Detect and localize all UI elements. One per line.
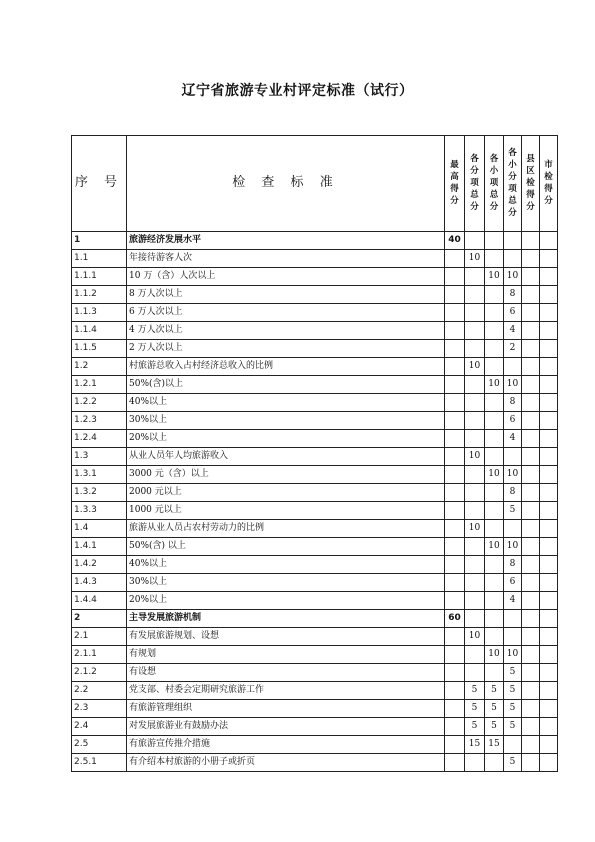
seq-cell: 1.3.2 — [72, 484, 127, 502]
standard-cell: 有发展旅游规划、设想 — [127, 628, 445, 646]
city-score-cell — [540, 754, 558, 772]
seq-cell: 2.5 — [72, 736, 127, 754]
item-total-cell — [465, 412, 485, 430]
max-score-cell: 60 — [445, 610, 465, 628]
header-max-score: 最高得分 — [445, 136, 465, 232]
seq-cell: 1.1.2 — [72, 286, 127, 304]
max-score-cell — [445, 376, 465, 394]
county-score-cell — [522, 232, 540, 250]
header-county-score: 县区检得分 — [522, 136, 540, 232]
standard-cell: 旅游经济发展水平 — [127, 232, 445, 250]
standard-cell: 旅游从业人员占农村劳动力的比例 — [127, 520, 445, 538]
sub-total-cell — [485, 358, 504, 376]
sub-total-cell: 5 — [485, 718, 504, 736]
table-row — [72, 538, 558, 556]
page-title: 辽宁省旅游专业村评定标准（试行） — [181, 83, 414, 99]
table-row — [72, 484, 558, 502]
subitem-total-cell: 4 — [504, 430, 522, 448]
max-score-cell — [445, 574, 465, 592]
sub-total-cell — [485, 430, 504, 448]
seq-cell: 2.1.2 — [72, 664, 127, 682]
seq-cell: 1.2.2 — [72, 394, 127, 412]
county-score-cell — [522, 502, 540, 520]
county-score-cell — [522, 322, 540, 340]
standard-cell: 8 万人次以上 — [127, 286, 445, 304]
max-score-cell — [445, 646, 465, 664]
seq-cell: 1.2.4 — [72, 430, 127, 448]
standard-cell: 40%以上 — [127, 556, 445, 574]
city-score-cell — [540, 322, 558, 340]
table-row — [72, 754, 558, 772]
standard-cell: 3000 元（含）以上 — [127, 466, 445, 484]
sub-total-cell — [485, 484, 504, 502]
table-row — [72, 466, 558, 484]
city-score-cell — [540, 520, 558, 538]
max-score-cell — [445, 286, 465, 304]
item-total-cell: 15 — [465, 736, 485, 754]
county-score-cell — [522, 556, 540, 574]
city-score-cell — [540, 430, 558, 448]
subitem-total-cell: 10 — [504, 268, 522, 286]
max-score-cell — [445, 250, 465, 268]
sub-total-cell — [485, 322, 504, 340]
table-row — [72, 574, 558, 592]
sub-total-cell — [485, 628, 504, 646]
table-row — [72, 376, 558, 394]
seq-cell: 1.3.1 — [72, 466, 127, 484]
subitem-total-cell — [504, 628, 522, 646]
sub-total-cell — [485, 232, 504, 250]
standard-cell: 村旅游总收入占村经济总收入的比例 — [127, 358, 445, 376]
seq-cell: 2.4 — [72, 718, 127, 736]
county-score-cell — [522, 592, 540, 610]
county-score-cell — [522, 700, 540, 718]
table-row — [72, 718, 558, 736]
standard-cell: 有介绍本村旅游的小册子或折页 — [127, 754, 445, 772]
header-item-total: 各分项总分 — [465, 136, 485, 232]
county-score-cell — [522, 448, 540, 466]
max-score-cell — [445, 466, 465, 484]
item-total-cell — [465, 502, 485, 520]
header-sub-total: 各小项总分 — [485, 136, 504, 232]
sub-total-cell — [485, 556, 504, 574]
subitem-total-cell — [504, 232, 522, 250]
table-row — [72, 286, 558, 304]
subitem-total-cell: 6 — [504, 304, 522, 322]
max-score-cell — [445, 628, 465, 646]
item-total-cell — [465, 466, 485, 484]
standard-cell: 主导发展旅游机制 — [127, 610, 445, 628]
max-score-cell — [445, 556, 465, 574]
subitem-total-cell: 4 — [504, 322, 522, 340]
county-score-cell — [522, 664, 540, 682]
header-seq: 序 号 — [72, 136, 127, 232]
county-score-cell — [522, 394, 540, 412]
subitem-total-cell — [504, 736, 522, 754]
sub-total-cell — [485, 592, 504, 610]
max-score-cell — [445, 538, 465, 556]
table-row — [72, 412, 558, 430]
max-score-cell — [445, 412, 465, 430]
max-score-cell — [445, 340, 465, 358]
sub-total-cell — [485, 610, 504, 628]
subitem-total-cell — [504, 520, 522, 538]
item-total-cell: 10 — [465, 628, 485, 646]
sub-total-cell: 10 — [485, 466, 504, 484]
subitem-total-cell: 10 — [504, 376, 522, 394]
table-row — [72, 556, 558, 574]
standard-cell: 党支部、村委会定期研究旅游工作 — [127, 682, 445, 700]
county-score-cell — [522, 610, 540, 628]
standard-cell: 年接待游客人次 — [127, 250, 445, 268]
table-row — [72, 322, 558, 340]
item-total-cell: 10 — [465, 448, 485, 466]
city-score-cell — [540, 358, 558, 376]
subitem-total-cell: 10 — [504, 466, 522, 484]
table-row — [72, 628, 558, 646]
item-total-cell — [465, 304, 485, 322]
county-score-cell — [522, 484, 540, 502]
city-score-cell — [540, 286, 558, 304]
sub-total-cell: 5 — [485, 700, 504, 718]
sub-total-cell — [485, 754, 504, 772]
city-score-cell — [540, 538, 558, 556]
standard-cell: 1000 元以上 — [127, 502, 445, 520]
sub-total-cell — [485, 394, 504, 412]
max-score-cell — [445, 430, 465, 448]
header-standard: 检 查 标 准 — [127, 136, 445, 232]
item-total-cell — [465, 664, 485, 682]
subitem-total-cell — [504, 448, 522, 466]
sub-total-cell: 10 — [485, 538, 504, 556]
standard-cell: 10 万（含）人次以上 — [127, 268, 445, 286]
subitem-total-cell: 8 — [504, 394, 522, 412]
sub-total-cell — [485, 448, 504, 466]
sub-total-cell: 10 — [485, 268, 504, 286]
seq-cell: 1.4.2 — [72, 556, 127, 574]
table-row — [72, 502, 558, 520]
table-row — [72, 610, 558, 628]
county-score-cell — [522, 754, 540, 772]
max-score-cell: 40 — [445, 232, 465, 250]
seq-cell: 2.2 — [72, 682, 127, 700]
item-total-cell — [465, 430, 485, 448]
subitem-total-cell: 5 — [504, 700, 522, 718]
city-score-cell — [540, 412, 558, 430]
seq-cell: 1.2.3 — [72, 412, 127, 430]
item-total-cell — [465, 340, 485, 358]
table-row — [72, 646, 558, 664]
max-score-cell — [445, 322, 465, 340]
item-total-cell — [465, 484, 485, 502]
item-total-cell — [465, 574, 485, 592]
standard-cell: 2000 元以上 — [127, 484, 445, 502]
sub-total-cell: 10 — [485, 376, 504, 394]
seq-cell: 1.4 — [72, 520, 127, 538]
seq-cell: 2.5.1 — [72, 754, 127, 772]
county-score-cell — [522, 682, 540, 700]
table-row — [72, 664, 558, 682]
city-score-cell — [540, 574, 558, 592]
city-score-cell — [540, 664, 558, 682]
city-score-cell — [540, 718, 558, 736]
max-score-cell — [445, 448, 465, 466]
item-total-cell: 10 — [465, 250, 485, 268]
county-score-cell — [522, 268, 540, 286]
item-total-cell — [465, 232, 485, 250]
standard-cell: 从业人员年人均旅游收入 — [127, 448, 445, 466]
item-total-cell — [465, 646, 485, 664]
sub-total-cell — [485, 250, 504, 268]
city-score-cell — [540, 304, 558, 322]
city-score-cell — [540, 394, 558, 412]
city-score-cell — [540, 556, 558, 574]
seq-cell: 1.1 — [72, 250, 127, 268]
sub-total-cell — [485, 304, 504, 322]
seq-cell: 1.2 — [72, 358, 127, 376]
standard-cell: 20%以上 — [127, 592, 445, 610]
seq-cell: 1.1.5 — [72, 340, 127, 358]
county-score-cell — [522, 376, 540, 394]
city-score-cell — [540, 736, 558, 754]
table-row — [72, 592, 558, 610]
standard-cell: 对发展旅游业有鼓励办法 — [127, 718, 445, 736]
sub-total-cell — [485, 286, 504, 304]
standard-cell: 20%以上 — [127, 430, 445, 448]
max-score-cell — [445, 520, 465, 538]
table-row — [72, 682, 558, 700]
item-total-cell — [465, 754, 485, 772]
max-score-cell — [445, 700, 465, 718]
city-score-cell — [540, 502, 558, 520]
subitem-total-cell: 5 — [504, 502, 522, 520]
standard-cell: 30%以上 — [127, 412, 445, 430]
item-total-cell: 5 — [465, 718, 485, 736]
seq-cell: 2.1 — [72, 628, 127, 646]
subitem-total-cell: 5 — [504, 718, 522, 736]
subitem-total-cell: 10 — [504, 646, 522, 664]
city-score-cell — [540, 232, 558, 250]
table-row — [72, 520, 558, 538]
city-score-cell — [540, 466, 558, 484]
subitem-total-cell: 10 — [504, 538, 522, 556]
seq-cell: 1.2.1 — [72, 376, 127, 394]
max-score-cell — [445, 682, 465, 700]
sub-total-cell: 5 — [485, 682, 504, 700]
max-score-cell — [445, 394, 465, 412]
item-total-cell — [465, 286, 485, 304]
subitem-total-cell: 8 — [504, 556, 522, 574]
seq-cell: 1 — [72, 232, 127, 250]
county-score-cell — [522, 250, 540, 268]
county-score-cell — [522, 646, 540, 664]
seq-cell: 1.3.3 — [72, 502, 127, 520]
subitem-total-cell — [504, 610, 522, 628]
seq-cell: 1.1.3 — [72, 304, 127, 322]
county-score-cell — [522, 574, 540, 592]
seq-cell: 1.1.4 — [72, 322, 127, 340]
subitem-total-cell: 4 — [504, 592, 522, 610]
item-total-cell: 10 — [465, 520, 485, 538]
max-score-cell — [445, 304, 465, 322]
table-row — [72, 700, 558, 718]
city-score-cell — [540, 340, 558, 358]
city-score-cell — [540, 448, 558, 466]
max-score-cell — [445, 718, 465, 736]
county-score-cell — [522, 412, 540, 430]
seq-cell: 2.1.1 — [72, 646, 127, 664]
header-city-score: 市检得分 — [540, 136, 558, 232]
max-score-cell — [445, 484, 465, 502]
standard-cell: 50%(含) 以上 — [127, 538, 445, 556]
standard-cell: 有旅游管理组织 — [127, 700, 445, 718]
seq-cell: 2 — [72, 610, 127, 628]
item-total-cell — [465, 376, 485, 394]
seq-cell: 2.3 — [72, 700, 127, 718]
city-score-cell — [540, 610, 558, 628]
table-row — [72, 736, 558, 754]
max-score-cell — [445, 754, 465, 772]
sub-total-cell — [485, 574, 504, 592]
table-row — [72, 430, 558, 448]
item-total-cell: 5 — [465, 682, 485, 700]
table-body — [72, 232, 558, 772]
standard-cell: 30%以上 — [127, 574, 445, 592]
subitem-total-cell: 5 — [504, 754, 522, 772]
sub-total-cell — [485, 520, 504, 538]
max-score-cell — [445, 358, 465, 376]
item-total-cell — [465, 556, 485, 574]
header-subitem-total: 各小分项总分 — [504, 136, 522, 232]
seq-cell: 1.4.1 — [72, 538, 127, 556]
sub-total-cell: 15 — [485, 736, 504, 754]
subitem-total-cell: 2 — [504, 340, 522, 358]
seq-cell: 1.4.3 — [72, 574, 127, 592]
subitem-total-cell: 8 — [504, 484, 522, 502]
city-score-cell — [540, 646, 558, 664]
standard-cell: 有旅游宣传推介措施 — [127, 736, 445, 754]
subitem-total-cell: 5 — [504, 664, 522, 682]
county-score-cell — [522, 430, 540, 448]
max-score-cell — [445, 664, 465, 682]
table-row — [72, 448, 558, 466]
table-header-row — [72, 136, 558, 232]
item-total-cell — [465, 538, 485, 556]
county-score-cell — [522, 538, 540, 556]
table-row — [72, 268, 558, 286]
subitem-total-cell: 6 — [504, 574, 522, 592]
item-total-cell: 5 — [465, 700, 485, 718]
county-score-cell — [522, 520, 540, 538]
city-score-cell — [540, 592, 558, 610]
city-score-cell — [540, 250, 558, 268]
criteria-table — [71, 135, 558, 772]
sub-total-cell — [485, 412, 504, 430]
subitem-total-cell — [504, 358, 522, 376]
sub-total-cell — [485, 340, 504, 358]
standard-cell: 6 万人次以上 — [127, 304, 445, 322]
standard-cell: 有规划 — [127, 646, 445, 664]
item-total-cell — [465, 394, 485, 412]
seq-cell: 1.1.1 — [72, 268, 127, 286]
standard-cell: 2 万人次以上 — [127, 340, 445, 358]
standard-cell: 4 万人次以上 — [127, 322, 445, 340]
county-score-cell — [522, 466, 540, 484]
county-score-cell — [522, 358, 540, 376]
item-total-cell — [465, 268, 485, 286]
table-row — [72, 304, 558, 322]
standard-cell: 有设想 — [127, 664, 445, 682]
table-row — [72, 394, 558, 412]
subitem-total-cell — [504, 250, 522, 268]
table-row — [72, 340, 558, 358]
subitem-total-cell: 8 — [504, 286, 522, 304]
standard-cell: 40%以上 — [127, 394, 445, 412]
item-total-cell: 10 — [465, 358, 485, 376]
sub-total-cell — [485, 664, 504, 682]
city-score-cell — [540, 376, 558, 394]
county-score-cell — [522, 340, 540, 358]
county-score-cell — [522, 736, 540, 754]
county-score-cell — [522, 718, 540, 736]
max-score-cell — [445, 502, 465, 520]
max-score-cell — [445, 268, 465, 286]
city-score-cell — [540, 700, 558, 718]
seq-cell: 1.4.4 — [72, 592, 127, 610]
subitem-total-cell: 6 — [504, 412, 522, 430]
table-row — [72, 250, 558, 268]
sub-total-cell: 10 — [485, 646, 504, 664]
county-score-cell — [522, 286, 540, 304]
county-score-cell — [522, 304, 540, 322]
table-row — [72, 358, 558, 376]
item-total-cell — [465, 610, 485, 628]
city-score-cell — [540, 682, 558, 700]
max-score-cell — [445, 592, 465, 610]
item-total-cell — [465, 322, 485, 340]
county-score-cell — [522, 628, 540, 646]
city-score-cell — [540, 484, 558, 502]
sub-total-cell — [485, 502, 504, 520]
subitem-total-cell: 5 — [504, 682, 522, 700]
item-total-cell — [465, 592, 485, 610]
seq-cell: 1.3 — [72, 448, 127, 466]
table-row — [72, 232, 558, 250]
city-score-cell — [540, 268, 558, 286]
max-score-cell — [445, 736, 465, 754]
city-score-cell — [540, 628, 558, 646]
standard-cell: 50%(含)以上 — [127, 376, 445, 394]
